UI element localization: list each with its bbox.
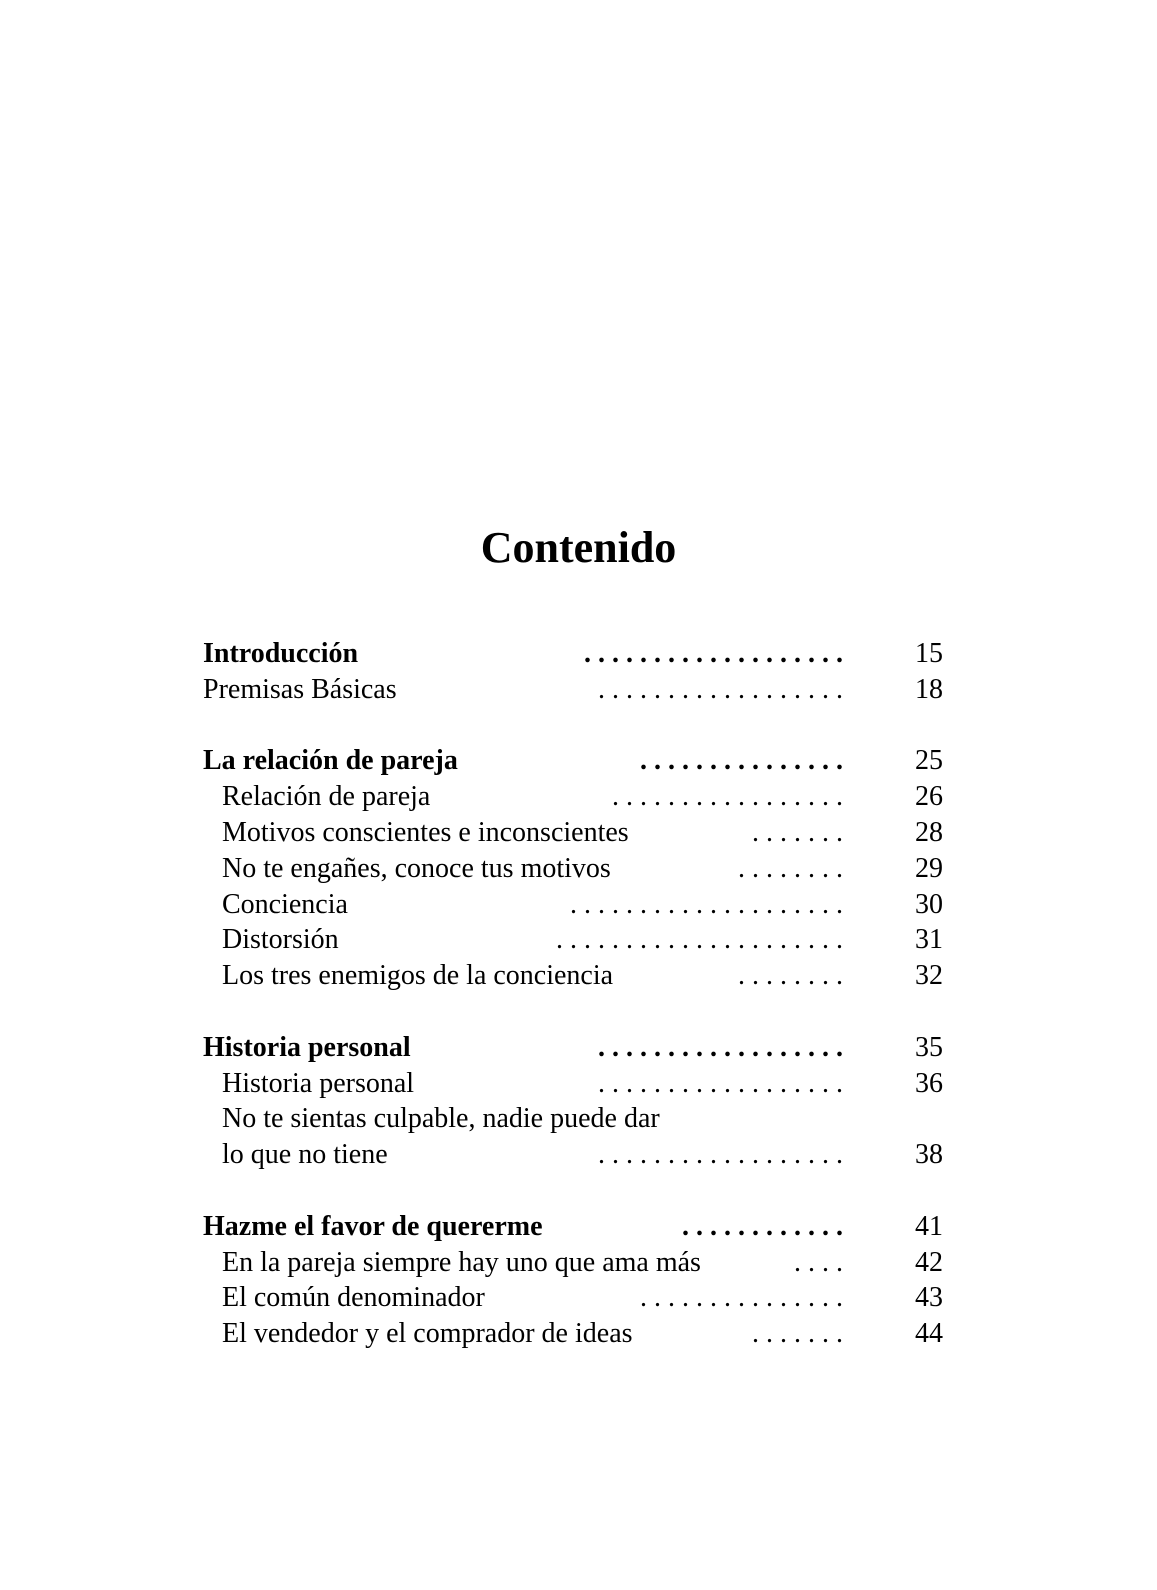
- toc-page-number: 29: [915, 852, 943, 884]
- toc-page-number: 38: [915, 1139, 943, 1171]
- toc-entry: [203, 958, 943, 994]
- toc-entry-title: Historia personal: [203, 1030, 417, 1066]
- toc-chapter-entry: [203, 636, 943, 672]
- dot-leader: . . . . . . . . . . . . . . . . . .: [598, 1067, 843, 1099]
- section-gap: [203, 708, 943, 744]
- dot-leader: . . . . . . . . . . . . . . . . . .: [598, 1139, 843, 1171]
- toc-page-number: 36: [915, 1067, 943, 1099]
- toc-chapter-entry: [203, 1209, 943, 1245]
- dot-leader: . . . . . . . . . . . . . . . . . .: [598, 1031, 843, 1063]
- toc-entry-title: Los tres enemigos de la conciencia: [222, 958, 619, 994]
- dot-leader: . . . . . . . . . . . . . . . . . .: [598, 673, 843, 705]
- toc-page-number: 35: [915, 1031, 943, 1063]
- toc-page-number: 43: [915, 1282, 943, 1314]
- toc-entry-title: Hazme el favor de quererme: [203, 1209, 549, 1245]
- dot-leader: . . . . . . . . . . . . . . .: [640, 745, 843, 777]
- dot-leader: . . . . . . . . . . . .: [682, 1210, 843, 1242]
- toc-entry-title: El vendedor y el comprador de ideas: [222, 1316, 639, 1352]
- toc-entry-title: Conciencia: [222, 887, 354, 923]
- toc-page-number: 15: [915, 638, 943, 669]
- dot-leader: . . . . . . . . . . . . . . .: [640, 1282, 843, 1314]
- toc-entry: [203, 1066, 943, 1102]
- toc-entry-title: Motivos conscientes e inconscientes: [222, 815, 635, 851]
- toc-entry-title: Premisas Básicas: [203, 672, 403, 708]
- toc-page-number: 30: [915, 888, 943, 920]
- toc-entry: [203, 779, 943, 815]
- section-gap: [203, 1173, 943, 1209]
- dot-leader: . . . .: [794, 1246, 843, 1278]
- toc-entry: [203, 815, 943, 851]
- toc-entry-title: No te engañes, conoce tus motivos: [222, 851, 617, 887]
- toc-entry-title: Introducción: [203, 636, 364, 672]
- toc-entry: [203, 1137, 943, 1173]
- page-title: Contenido: [480, 523, 677, 572]
- dot-leader: . . . . . . .: [752, 1318, 843, 1350]
- toc-page-number: 18: [915, 673, 943, 705]
- toc-entry: [203, 1245, 943, 1281]
- dot-leader: . . . . . . . . . . . . . . . . . . . .: [570, 888, 843, 920]
- toc-entry-title: El común denominador: [222, 1280, 491, 1316]
- toc-page-number: 31: [915, 924, 943, 956]
- toc-entry: [203, 851, 943, 887]
- dot-leader: . . . . . . . . . . . . . . . . . . . . .: [556, 924, 843, 956]
- toc-entry-title: Distorsión: [222, 922, 345, 958]
- toc-entry: [203, 922, 943, 958]
- dot-leader: . . . . . . . .: [738, 960, 843, 992]
- toc-entry-title: En la pareja siempre hay uno que ama más: [222, 1245, 707, 1281]
- toc-entry-title: La relación de pareja: [203, 743, 464, 779]
- section-gap: [203, 994, 943, 1030]
- toc-entry-title: Historia personal: [222, 1066, 420, 1102]
- toc-page-number: 28: [915, 816, 943, 848]
- toc-page-number: 42: [915, 1246, 943, 1278]
- toc-page-number: 32: [915, 960, 943, 992]
- toc-entry: [203, 887, 943, 923]
- toc-entry: [203, 1280, 943, 1316]
- dot-leader: . . . . . . . .: [738, 852, 843, 884]
- toc-entry-title: lo que no tiene: [222, 1137, 394, 1173]
- dot-leader: . . . . . . .: [752, 816, 843, 848]
- toc-page-number: 25: [915, 745, 943, 777]
- toc-entry: [203, 672, 943, 708]
- dot-leader: . . . . . . . . . . . . . . . . . . .: [584, 638, 843, 669]
- toc-chapter-entry: [203, 743, 943, 779]
- toc-page-number: 26: [915, 781, 943, 813]
- table-of-contents: [203, 636, 943, 1352]
- toc-entry: [203, 1101, 943, 1137]
- toc-page-number: 41: [915, 1210, 943, 1242]
- toc-entry: [203, 1316, 943, 1352]
- toc-entry-title: No te sientas culpable, nadie puede dar: [222, 1101, 666, 1137]
- toc-page-number: 44: [915, 1318, 943, 1350]
- dot-leader: . . . . . . . . . . . . . . . . .: [612, 781, 843, 813]
- toc-entry-title: Relación de pareja: [222, 779, 436, 815]
- toc-chapter-entry: [203, 1030, 943, 1066]
